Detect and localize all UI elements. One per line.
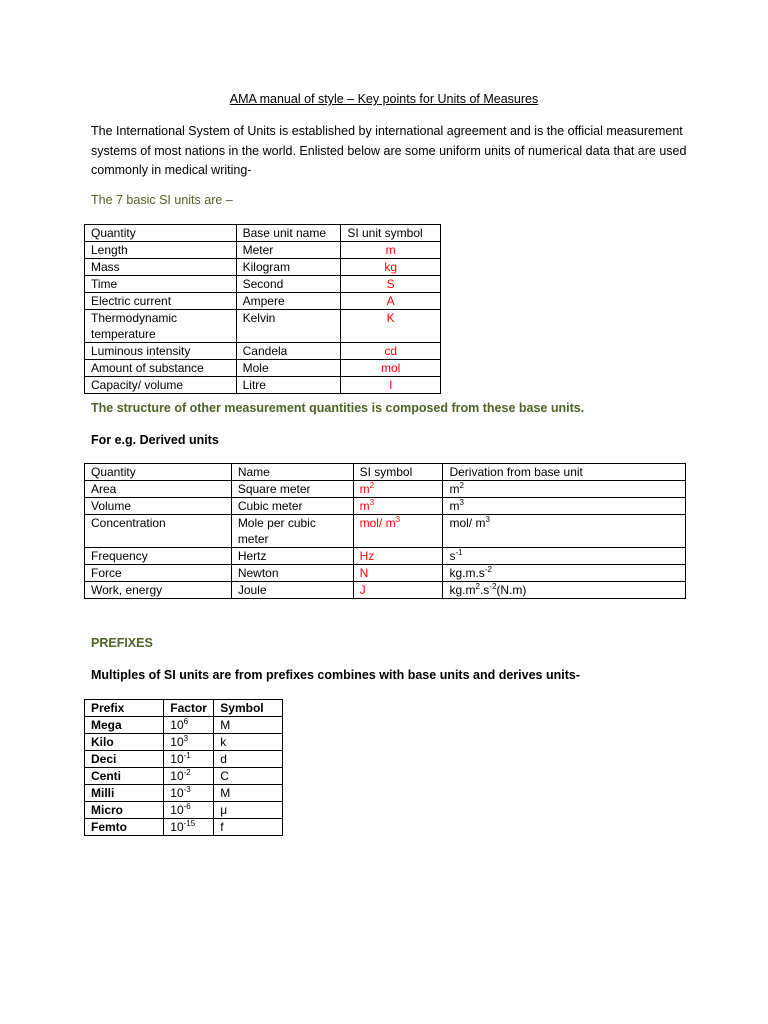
- header-cell: SI symbol: [353, 464, 443, 481]
- derivation-cell: [443, 498, 686, 515]
- prefix-cell: Femto: [85, 819, 164, 836]
- factor-exponent: -2: [183, 768, 191, 777]
- unit-name-cell: Newton: [231, 565, 353, 582]
- prefix-cell: Milli: [85, 785, 164, 802]
- factor-exponent: -3: [183, 785, 191, 794]
- table-row: [85, 734, 283, 751]
- quantity-cell: Frequency: [85, 548, 232, 565]
- unit-name-cell: Kilogram: [236, 259, 341, 276]
- derivation-text: m: [449, 499, 460, 513]
- quantity-cell: Capacity/ volume: [85, 377, 237, 394]
- header-cell: Factor: [164, 700, 214, 717]
- factor-cell: [164, 734, 214, 751]
- derivation-text: m: [449, 482, 460, 496]
- table-row: [85, 310, 441, 343]
- si-symbol-cell: [353, 565, 443, 582]
- header-cell: Base unit name: [236, 225, 341, 242]
- quantity-cell: Luminous intensity: [85, 343, 237, 360]
- factor-exponent: -6: [183, 802, 191, 811]
- si-symbol-cell: [353, 515, 443, 548]
- derivation-exponent: -2: [489, 582, 497, 591]
- unit-name-cell: Ampere: [236, 293, 341, 310]
- document-title: AMA manual of style – Key points for Units of Measures: [229, 92, 539, 106]
- factor-base: 10: [170, 735, 184, 749]
- table-row: [85, 751, 283, 768]
- quantity-cell: Work, energy: [85, 582, 232, 599]
- quantity-cell: Thermodynamic temperature: [85, 310, 237, 343]
- factor-base: 10: [170, 752, 184, 766]
- table-row: [85, 259, 441, 276]
- quantity-cell: Time: [85, 276, 237, 293]
- factor-exponent: 6: [183, 717, 189, 726]
- derivation-text: kg.m.s: [449, 566, 485, 580]
- basic-units-heading: The 7 basic SI units are –: [91, 193, 233, 207]
- factor-base: 10: [170, 803, 184, 817]
- intro-paragraph: The International System of Units is established by international agreement and is the official measurement systems of most nations in the world. Enlisted below are some uniform units of numerical data that are used commonly in medical writing-: [91, 124, 687, 177]
- header-cell: Quantity: [85, 225, 237, 242]
- factor-base: 10: [170, 718, 184, 732]
- basic-units-table: [84, 224, 441, 394]
- derivation-cell: [443, 481, 686, 498]
- unit-name-cell: Second: [236, 276, 341, 293]
- unit-symbol-cell: cd: [341, 343, 441, 360]
- unit-name-cell: Meter: [236, 242, 341, 259]
- unit-symbol-cell: l: [341, 377, 441, 394]
- header-cell: Prefix: [85, 700, 164, 717]
- symbol-cell: k: [214, 734, 283, 751]
- header-cell: Name: [231, 464, 353, 481]
- header-cell: Symbol: [214, 700, 283, 717]
- symbol-cell: μ: [214, 802, 283, 819]
- table-row: [85, 768, 283, 785]
- table-row: [85, 582, 686, 599]
- quantity-cell: Concentration: [85, 515, 232, 548]
- unit-name-cell: Joule: [231, 582, 353, 599]
- prefix-cell: Mega: [85, 717, 164, 734]
- unit-symbol-cell: S: [341, 276, 441, 293]
- table-header-row: [85, 464, 686, 481]
- symbol-cell: M: [214, 785, 283, 802]
- symbol-cell: C: [214, 768, 283, 785]
- prefix-cell: Micro: [85, 802, 164, 819]
- header-cell: Quantity: [85, 464, 232, 481]
- unit-name-cell: Mole: [236, 360, 341, 377]
- symbol-exponent: 3: [395, 515, 401, 524]
- quantity-cell: Area: [85, 481, 232, 498]
- derivation-exponent: -1: [455, 548, 463, 557]
- derivation-cell: [443, 515, 686, 548]
- table-row: [85, 481, 686, 498]
- derived-units-heading: For e.g. Derived units: [91, 433, 219, 447]
- table-row: [85, 293, 441, 310]
- prefixes-heading: PREFIXES: [91, 636, 153, 650]
- symbol-cell: f: [214, 819, 283, 836]
- prefix-cell: Kilo: [85, 734, 164, 751]
- unit-name-cell: Mole per cubic meter: [231, 515, 353, 548]
- unit-name-cell: Kelvin: [236, 310, 341, 343]
- factor-exponent: -15: [183, 819, 196, 828]
- table-header-row: [85, 700, 283, 717]
- quantity-cell: Force: [85, 565, 232, 582]
- factor-cell: [164, 785, 214, 802]
- factor-base: 10: [170, 786, 184, 800]
- symbol-text: J: [359, 583, 366, 597]
- unit-name-cell: Hertz: [231, 548, 353, 565]
- derivation-exponent: 3: [459, 498, 464, 507]
- unit-symbol-cell: kg: [341, 259, 441, 276]
- header-cell: Derivation from base unit: [443, 464, 686, 481]
- table-header-row: [85, 225, 441, 242]
- symbol-text: mol/ m: [359, 516, 396, 530]
- derivation-text: s: [449, 549, 456, 563]
- factor-cell: [164, 802, 214, 819]
- symbol-exponent: 2: [369, 481, 375, 490]
- structure-note: The structure of other measurement quantities is composed from these base units.: [91, 401, 585, 415]
- table-row: [85, 377, 441, 394]
- si-symbol-cell: [353, 481, 443, 498]
- symbol-cell: d: [214, 751, 283, 768]
- table-row: [85, 819, 283, 836]
- si-symbol-cell: [353, 498, 443, 515]
- derivation-text: mol/ m: [449, 516, 486, 530]
- symbol-text: N: [359, 566, 369, 580]
- derivation-exponent: 2: [475, 582, 480, 591]
- derivation-cell: [443, 565, 686, 582]
- derivation-text: .s: [479, 583, 490, 597]
- derivation-cell: [443, 548, 686, 565]
- table-row: [85, 498, 686, 515]
- unit-name-cell: Candela: [236, 343, 341, 360]
- table-row: [85, 276, 441, 293]
- factor-cell: [164, 717, 214, 734]
- symbol-cell: M: [214, 717, 283, 734]
- table-row: [85, 565, 686, 582]
- si-symbol-cell: [353, 582, 443, 599]
- derivation-exponent: 2: [459, 481, 464, 490]
- factor-base: 10: [170, 769, 184, 783]
- table-row: [85, 343, 441, 360]
- quantity-cell: Electric current: [85, 293, 237, 310]
- derivation-cell: [443, 582, 686, 599]
- prefix-table: [84, 699, 283, 836]
- derivation-text: kg.m: [449, 583, 476, 597]
- factor-cell: [164, 751, 214, 768]
- factor-exponent: 3: [183, 734, 189, 743]
- derived-units-table: [84, 463, 686, 599]
- unit-symbol-cell: mol: [341, 360, 441, 377]
- unit-symbol-cell: A: [341, 293, 441, 310]
- factor-base: 10: [170, 820, 184, 834]
- unit-symbol-cell: K: [341, 310, 441, 343]
- quantity-cell: Length: [85, 242, 237, 259]
- symbol-text: m: [359, 499, 370, 513]
- multiples-text: Multiples of SI units are from prefixes combines with base units and derives units-: [91, 668, 580, 682]
- prefix-cell: Centi: [85, 768, 164, 785]
- unit-name-cell: Cubic meter: [231, 498, 353, 515]
- header-cell: SI unit symbol: [341, 225, 441, 242]
- factor-exponent: -1: [183, 751, 191, 760]
- table-row: [85, 802, 283, 819]
- table-row: [85, 360, 441, 377]
- symbol-text: m: [359, 482, 370, 496]
- factor-cell: [164, 768, 214, 785]
- quantity-cell: Amount of substance: [85, 360, 237, 377]
- derivation-exponent: 3: [485, 515, 490, 524]
- unit-name-cell: Square meter: [231, 481, 353, 498]
- factor-cell: [164, 819, 214, 836]
- symbol-exponent: 3: [369, 498, 375, 507]
- derivation-text: (N.m): [496, 583, 527, 597]
- unit-symbol-cell: m: [341, 242, 441, 259]
- quantity-cell: Mass: [85, 259, 237, 276]
- symbol-text: Hz: [359, 549, 375, 563]
- unit-name-cell: Litre: [236, 377, 341, 394]
- table-row: [85, 548, 686, 565]
- derivation-exponent: -2: [484, 565, 492, 574]
- table-row: [85, 242, 441, 259]
- si-symbol-cell: [353, 548, 443, 565]
- table-row: [85, 785, 283, 802]
- prefix-cell: Deci: [85, 751, 164, 768]
- table-row: [85, 515, 686, 548]
- quantity-cell: Volume: [85, 498, 232, 515]
- table-row: [85, 717, 283, 734]
